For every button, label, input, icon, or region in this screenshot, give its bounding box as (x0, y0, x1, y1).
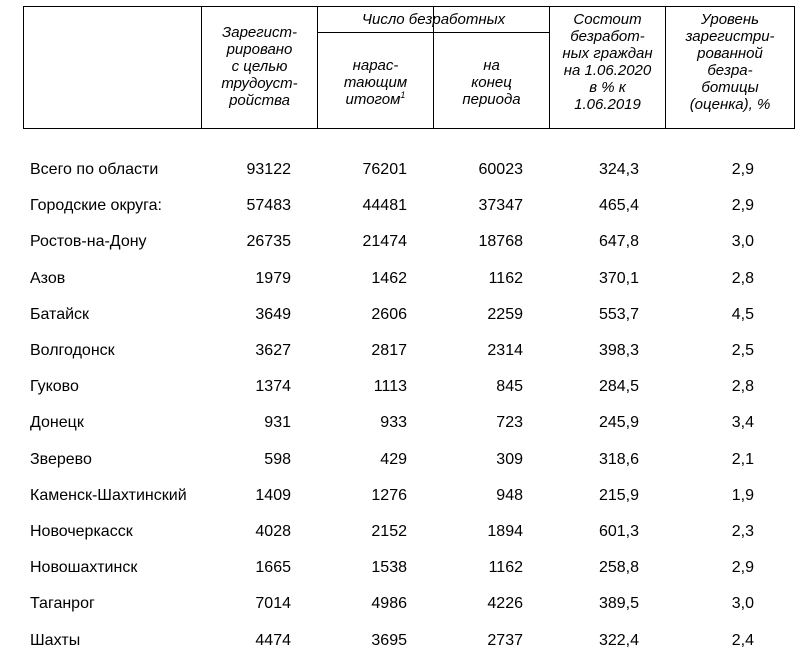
cell-registered: 3649 (255, 306, 291, 323)
table-row (0, 629, 801, 653)
cell-cumulative: 1462 (371, 270, 407, 287)
table-row (0, 520, 801, 544)
table-row (0, 484, 801, 508)
cell-end-of-period: 60023 (478, 161, 523, 178)
cell-registered: 1374 (255, 378, 291, 395)
cell-rate: 2,5 (731, 342, 754, 359)
cell-registered: 26735 (246, 233, 291, 250)
row-name: Каменск-Шахтинский (30, 487, 187, 504)
cell-rate: 2,1 (731, 451, 754, 468)
row-name: Всего по области (30, 161, 159, 178)
cell-ratio: 284,5 (598, 378, 639, 395)
cell-registered: 7014 (255, 595, 291, 612)
cell-end-of-period: 1894 (487, 523, 523, 540)
cell-rate: 2,8 (731, 270, 754, 287)
cell-ratio: 370,1 (598, 270, 639, 287)
cell-end-of-period: 845 (496, 378, 523, 395)
table-row (0, 411, 801, 435)
cell-rate: 2,9 (731, 161, 754, 178)
cell-registered: 1409 (255, 487, 291, 504)
cell-end-of-period: 18768 (478, 233, 523, 250)
cell-cumulative: 76201 (362, 161, 407, 178)
row-name: Гуково (30, 378, 79, 395)
cell-end-of-period: 4226 (487, 595, 523, 612)
cell-ratio: 389,5 (598, 595, 639, 612)
cell-ratio: 398,3 (598, 342, 639, 359)
cell-cumulative: 1538 (371, 559, 407, 576)
cell-ratio: 465,4 (598, 197, 639, 214)
cell-rate: 2,8 (731, 378, 754, 395)
row-name: Городские округа: (30, 197, 162, 214)
cell-cumulative: 44481 (362, 197, 407, 214)
cell-registered: 598 (264, 451, 291, 468)
cell-cumulative: 429 (380, 451, 407, 468)
cell-ratio: 245,9 (598, 414, 639, 431)
header-end-of-period (434, 57, 549, 108)
cell-cumulative: 4986 (371, 595, 407, 612)
cell-ratio: 258,8 (598, 559, 639, 576)
cell-cumulative: 2817 (371, 342, 407, 359)
table-row (0, 375, 801, 399)
cell-ratio: 324,3 (598, 161, 639, 178)
row-name: Таганрог (30, 595, 95, 612)
cell-ratio: 215,9 (598, 487, 639, 504)
cell-cumulative: 1276 (371, 487, 407, 504)
header-end-of-period-text: на конец периода (462, 57, 521, 108)
header-ratio (550, 11, 665, 113)
table-row (0, 556, 801, 580)
cell-rate: 4,5 (731, 306, 754, 323)
header-cumulative (318, 57, 433, 108)
table-row (0, 194, 801, 218)
table-header (23, 6, 795, 129)
cell-cumulative: 21474 (362, 233, 407, 250)
cell-rate: 2,9 (731, 559, 754, 576)
cell-registered: 1979 (255, 270, 291, 287)
cell-cumulative: 1113 (373, 378, 407, 395)
cell-cumulative: 3695 (371, 632, 407, 649)
cell-cumulative: 2152 (371, 523, 407, 540)
table-row (0, 303, 801, 327)
cell-rate: 2,3 (731, 523, 754, 540)
cell-rate: 1,9 (731, 487, 754, 504)
cell-end-of-period: 309 (496, 451, 523, 468)
table-row (0, 267, 801, 291)
cell-cumulative: 2606 (371, 306, 407, 323)
row-name: Волгодонск (30, 342, 115, 359)
cell-registered: 4474 (255, 632, 291, 649)
row-name: Новошахтинск (30, 559, 138, 576)
cell-registered: 1665 (255, 559, 291, 576)
row-name: Донецк (30, 414, 84, 431)
row-name: Батайск (30, 306, 90, 323)
cell-end-of-period: 2259 (487, 306, 523, 323)
row-name: Азов (30, 270, 66, 287)
header-cumulative-text: нарас- тающим итогом (343, 57, 408, 108)
cell-rate: 2,4 (731, 632, 754, 649)
cell-ratio: 601,3 (598, 523, 639, 540)
cell-rate: 2,9 (731, 197, 754, 214)
cell-cumulative: 933 (380, 414, 407, 431)
cell-end-of-period: 723 (496, 414, 523, 431)
table-row (0, 339, 801, 363)
cell-end-of-period: 1162 (488, 559, 523, 576)
row-name: Ростов-на-Дону (30, 233, 147, 250)
cell-end-of-period: 37347 (478, 197, 523, 214)
cell-ratio: 553,7 (598, 306, 639, 323)
cell-end-of-period: 1162 (488, 270, 523, 287)
cell-registered: 3627 (255, 342, 291, 359)
row-name: Шахты (30, 632, 81, 649)
cell-registered: 93122 (246, 161, 291, 178)
header-divider (317, 32, 549, 33)
table-row (0, 448, 801, 472)
cell-rate: 3,0 (731, 595, 754, 612)
header-unemployed-group-text: Число безработных (361, 11, 506, 28)
cell-registered: 931 (264, 414, 291, 431)
row-name: Зверево (30, 451, 92, 468)
cell-ratio: 322,4 (598, 632, 639, 649)
cell-end-of-period: 948 (496, 487, 523, 504)
cell-rate: 3,4 (731, 414, 754, 431)
cell-end-of-period: 2737 (487, 632, 523, 649)
cell-rate: 3,0 (731, 233, 754, 250)
cell-registered: 57483 (246, 197, 291, 214)
header-registered-text: Зарегист- рировано с целью трудоуст- ройства (221, 24, 298, 109)
footnote-marker: 1 (400, 90, 406, 100)
cell-ratio: 318,6 (598, 451, 639, 468)
header-unemployed-group (318, 11, 549, 28)
cell-registered: 4028 (255, 523, 291, 540)
cell-ratio: 647,8 (598, 233, 639, 250)
table-row (0, 592, 801, 616)
table-row (0, 230, 801, 254)
cell-end-of-period: 2314 (487, 342, 523, 359)
header-rate (666, 11, 794, 113)
header-ratio-text: Состоит безработ- ных граждан на 1.06.2020 в % к 1.06.2019 (562, 11, 653, 113)
table-row (0, 158, 801, 182)
header-registered (202, 24, 317, 109)
row-name: Новочеркасск (30, 523, 133, 540)
header-rate-text: Уровень зарегистри- рованной безра- ботицы (оценка), % (685, 11, 775, 113)
